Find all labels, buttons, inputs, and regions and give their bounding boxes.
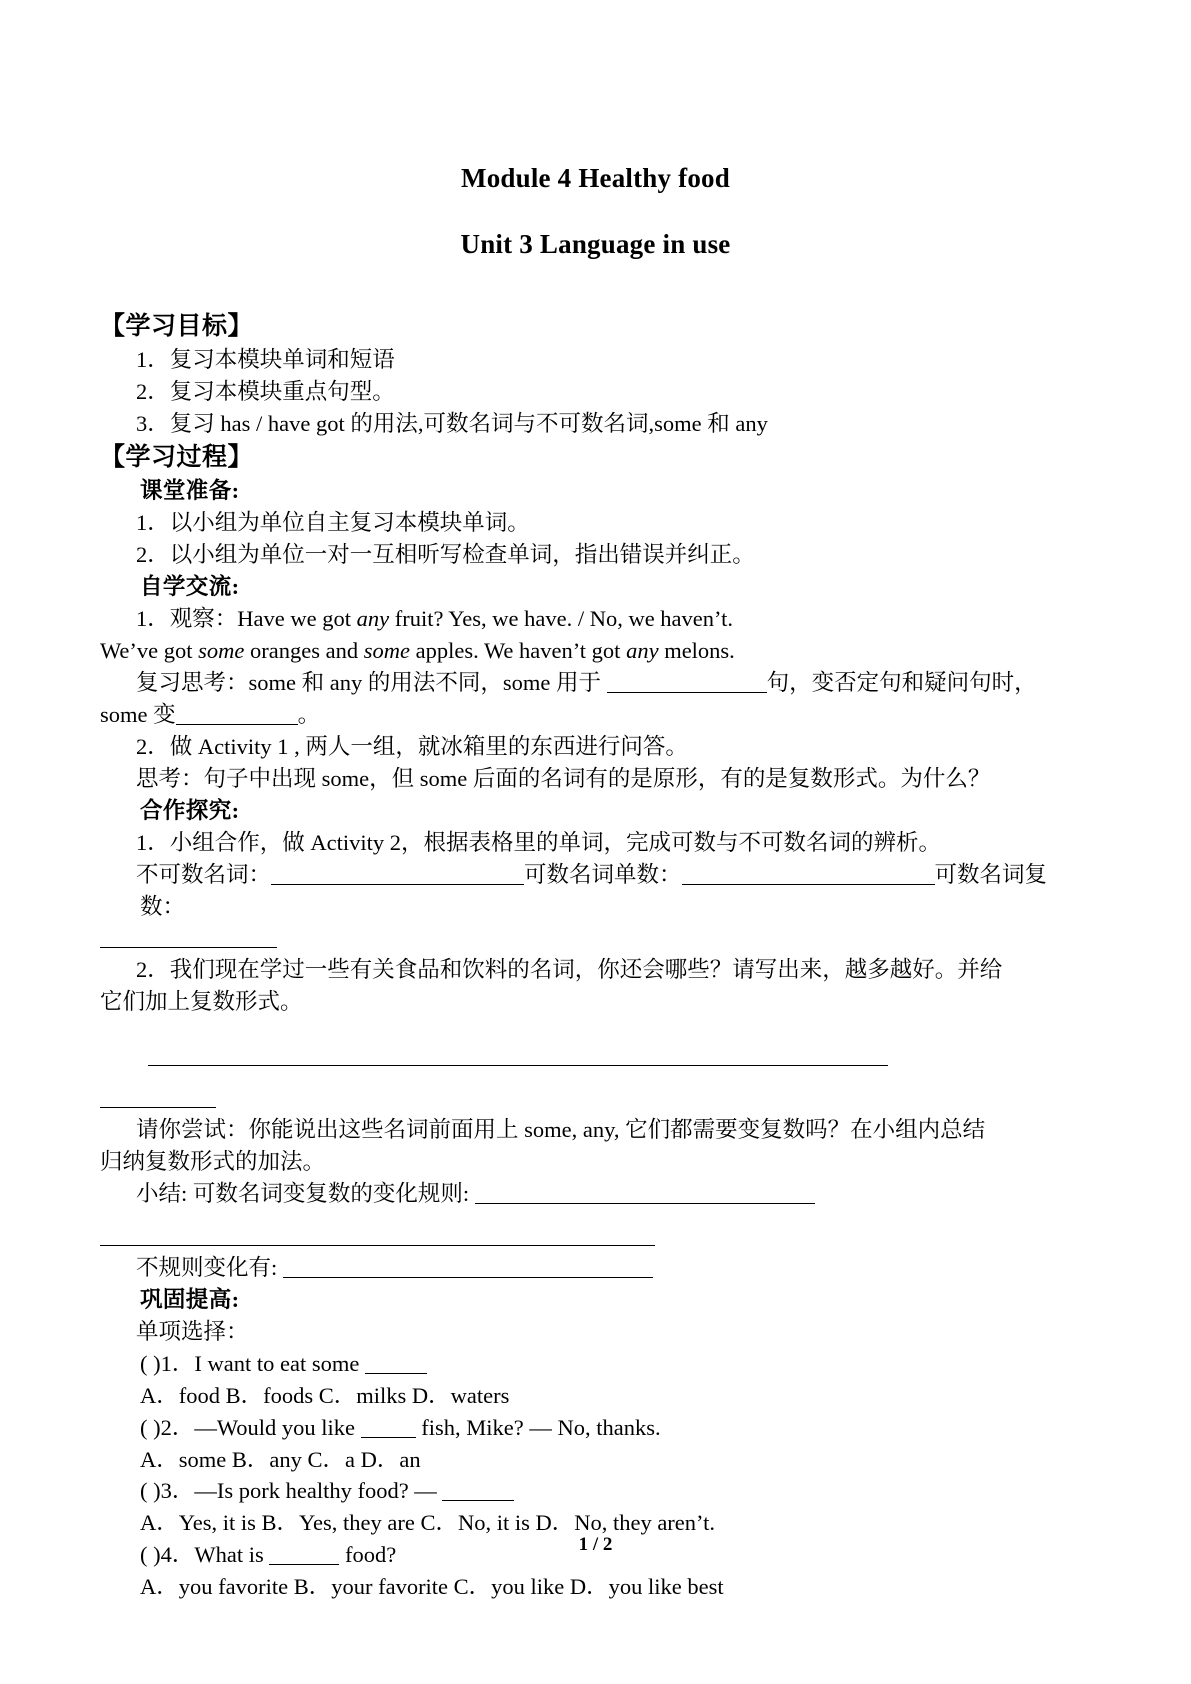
try-line-2: 归纳复数形式的加法。 <box>100 1149 326 1175</box>
objective-item-3: 3．复习 has / have got 的用法,可数名词与不可数名词,some 和 any <box>136 410 768 436</box>
review-think-pre: 复习思考：some 和 any 的用法不同，some 用于 <box>136 669 607 695</box>
blank-countable-plural-row <box>100 922 1091 954</box>
mc-question-2-stem-post: fish, Mike? — No, thanks. <box>415 1414 661 1440</box>
blank-countable-singular[interactable] <box>682 884 935 885</box>
mc-question-2 <box>100 1412 1091 1444</box>
irregular-rule-row <box>100 1252 1091 1284</box>
sentence-b-part-2: oranges and <box>244 638 364 663</box>
noun-classification-row <box>100 859 1091 923</box>
blank-some-usage[interactable] <box>607 692 767 693</box>
spacer-3 <box>100 1210 1091 1220</box>
objective-item-2: 2．复习本模块重点句型。 <box>136 378 395 404</box>
mc-question-2-blank[interactable] <box>361 1437 416 1438</box>
try-line-1: 请你尝试：你能说出这些名词前面用上 some, any, 它们都需要变复数吗？在小组内总结 <box>136 1117 986 1143</box>
answer-rule-long-row <box>100 1040 1091 1072</box>
blank-food-drink-nouns-line-2[interactable] <box>100 1107 216 1108</box>
cooperation-item-2-line-2: 它们加上复数形式。 <box>100 989 303 1015</box>
label-plural-rule: 小结: 可数名词变复数的变化规则: <box>136 1181 475 1206</box>
mc-options-4[interactable]: A．you favorite B．your favorite C．you like D．you like best <box>140 1574 724 1600</box>
prepare-item-1: 1．以小组为单位自主复习本模块单词。 <box>136 510 530 536</box>
answer-rule-short-row <box>100 1082 1091 1114</box>
subsection-heading-self-study: 自学交流: <box>140 574 240 600</box>
prepare-item-2: 2．以小组为单位一对一互相听写检查单词，指出错误并纠正。 <box>136 542 755 568</box>
page-footer <box>0 1534 1191 1556</box>
document-title-unit: Unit 3 Language in use <box>460 228 731 259</box>
emphasis-some-1: some <box>198 638 245 663</box>
subsection-heading-consolidation: 巩固提高: <box>140 1286 240 1312</box>
consolidation-sub-heading: 单项选择： <box>136 1318 249 1344</box>
mc-question-3-stem-pre: ( )3．—Is pork healthy food? — <box>140 1478 443 1504</box>
blank-plural-rule[interactable] <box>475 1203 815 1204</box>
objective-item-1: 1．复习本模块单词和短语 <box>136 347 395 372</box>
summary-rule-continuation-row <box>100 1220 1091 1252</box>
emphasis-some-2: some <box>363 638 410 663</box>
subsection-heading-prepare: 课堂准备: <box>140 478 240 504</box>
review-think-mid: 句，变否定句和疑问句时， <box>766 669 1037 695</box>
mc-question-4-stem-pre: ( )4．What is <box>140 1542 270 1568</box>
sentence-b-part-3: apples. We haven’t got <box>410 638 627 663</box>
document-title-module: Module 4 Healthy food <box>461 163 730 193</box>
sentence-b-part-1: We’ve got <box>100 638 199 663</box>
self-study-sentence-a-post: fruit? Yes, we have. / No, we haven’t. <box>389 606 733 632</box>
label-irregular-plural: 不规则变化有: <box>136 1254 283 1280</box>
self-study-item-1 <box>100 603 1091 635</box>
spacer-1 <box>100 1018 1091 1040</box>
mc-options-3[interactable]: A．Yes, it is B．Yes, they are C．No, it is D．No, they aren’t. <box>140 1510 716 1536</box>
page-number: 1 / 2 <box>578 1534 613 1555</box>
mc-question-1-blank[interactable] <box>365 1373 427 1374</box>
section-heading-process: 【学习过程】 <box>100 443 254 471</box>
mc-question-4-stem-post: food? <box>339 1542 397 1568</box>
review-think-tail-line <box>100 699 1091 731</box>
blank-some-becomes[interactable] <box>176 724 298 725</box>
review-think-tail-pre: some 变 <box>100 701 176 727</box>
summary-rule-row <box>100 1178 1091 1210</box>
blank-plural-rule-continued[interactable] <box>100 1245 655 1246</box>
blank-irregular-plural[interactable] <box>283 1277 653 1278</box>
mc-question-1-stem-pre: ( )1．I want to eat some <box>140 1350 365 1376</box>
mc-options-1[interactable]: A．food B．foods C．milks D．waters <box>140 1382 510 1408</box>
section-heading-objectives: 【学习目标】 <box>100 312 254 340</box>
spacer-2 <box>100 1072 1091 1082</box>
self-study-sentence-b <box>100 635 1091 667</box>
self-study-sentence-a-pre: Have we got <box>237 606 357 632</box>
cooperation-item-1: 1．小组合作，做 Activity 2，根据表格里的单词，完成可数与不可数名词的辨析。 <box>136 829 941 855</box>
blank-uncountable-noun[interactable] <box>271 884 524 885</box>
mc-question-1 <box>100 1348 1091 1380</box>
subsection-heading-cooperation: 合作探究: <box>140 797 240 823</box>
self-study-item-1-label: 1．观察： <box>136 606 238 632</box>
label-countable-singular: 可数名词单数： <box>524 861 682 887</box>
mc-question-3 <box>100 1475 1091 1507</box>
mc-options-2[interactable]: A．some B．any C．a D．an <box>140 1446 421 1472</box>
mc-question-4-blank[interactable] <box>269 1564 339 1565</box>
emphasis-any: any <box>356 606 390 632</box>
blank-countable-plural[interactable] <box>100 947 277 948</box>
review-think-tail-post: 。 <box>297 701 321 727</box>
cooperation-item-2-line-1: 2．我们现在学过一些有关食品和饮料的名词，你还会哪些？请写出来，越多越好。并给 <box>136 957 1003 983</box>
self-study-item-2: 2．做 Activity 1 , 两人一组，就冰箱里的东西进行问答。 <box>136 733 688 759</box>
mc-question-3-blank[interactable] <box>442 1500 514 1501</box>
mc-question-2-stem-pre: ( )2．—Would you like <box>140 1414 361 1440</box>
self-study-think: 思考：句子中出现 some，但 some 后面的名词有的是原形，有的是复数形式。为什么？ <box>136 765 991 791</box>
blank-food-drink-nouns-line-1[interactable] <box>148 1065 888 1066</box>
review-think-line <box>100 667 1091 699</box>
emphasis-any-2: any <box>626 638 659 663</box>
label-countable-plural: 可数名词复数： <box>140 861 1048 919</box>
sentence-b-part-4: melons. <box>658 638 735 663</box>
label-uncountable-noun: 不可数名词： <box>136 861 272 887</box>
